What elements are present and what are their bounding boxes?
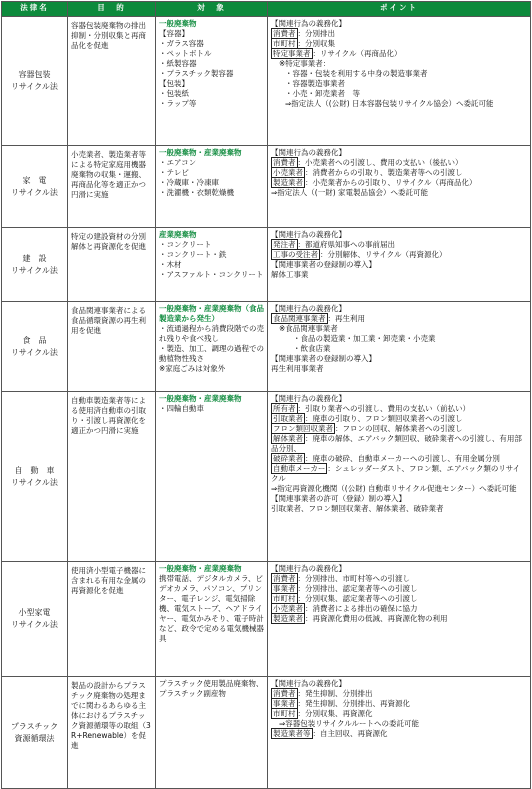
point-note: 再生利用事業者 [271, 364, 324, 373]
role-duty: ：廃車の引取り、フロン類回収業者への引渡し [305, 414, 463, 423]
law-name: リサイクル法 [11, 620, 58, 629]
law-name-cell [2, 302, 68, 392]
law-name: 自 動 車 [14, 465, 55, 475]
role-label: 引取業者 [273, 414, 303, 423]
role-label: 消費者 [273, 158, 296, 167]
law-name: 建 設 [22, 253, 47, 263]
purpose-cell: 使用済小型電子機器に含まれる有用な金属の再資源化を促進 [68, 562, 156, 677]
duty-item [271, 699, 527, 709]
point-note: ・小売・卸売業者 等 [285, 89, 360, 98]
target-heading: 一般廃棄物・産業廃棄物 [159, 564, 242, 573]
role-label: 小売業者 [273, 168, 303, 177]
role-label: 小売業者 [273, 604, 303, 613]
role-duty: ：消費者による排出の確保に協力 [305, 604, 418, 613]
target-line: ・木材 [159, 260, 182, 269]
role-duty: ：都道府県知事への事前届出 [297, 240, 395, 249]
target-line: 携帯電話、デジタルカメラ、ビデオカメラ、パソコン、プリンター、電子レンジ、電気掃除機、電気ストーブ、ヘアドライヤー、電気かみそり、電子時計など、政令で定める電気機械器具 [159, 574, 264, 643]
role-duty: ：小売業者からの引取り、リサイクル（再商品化） [305, 178, 477, 187]
duty-item [271, 689, 527, 699]
role-label: 発注者 [273, 240, 296, 249]
role-duty: ：再資源化費用の低減、再資源化物の利用 [305, 614, 448, 623]
law-name: 容器包装 [18, 70, 51, 79]
law-name-cell [2, 228, 68, 302]
table-row [2, 302, 531, 392]
target-line: ・包装紙 [159, 89, 189, 98]
duty-item [271, 729, 527, 739]
duty-item [271, 158, 527, 168]
law-name: 食 品 [22, 335, 47, 345]
role-duty: ：分別排出、認定業者等への引渡し [297, 584, 418, 593]
purpose-cell: 食品関連事業者による食品循環資源の再生利用を促進 [68, 302, 156, 392]
duty-item [271, 168, 527, 178]
role-label: 消費者 [273, 29, 296, 38]
role-label: フロン類回収業者 [273, 424, 333, 433]
point-cell [268, 392, 531, 562]
target-cell [156, 228, 268, 302]
role-label: 消費者 [273, 574, 296, 583]
point-note: ※特定事業者： [279, 59, 331, 68]
target-heading: 一般廃棄物・産業廃棄物 [159, 148, 242, 157]
point-note: ⇒指定法人（(公財) 日本容器包装リサイクル協会）へ委託可能 [285, 99, 494, 108]
point-title: 【関連行為の義務化】 [271, 148, 346, 157]
law-name: リサイクル法 [11, 82, 58, 91]
role-duty: ：分別収集 [297, 39, 335, 48]
point-note: ・容器・包装を利用する中身の製造事業者 [285, 69, 428, 78]
duty-item [271, 29, 527, 39]
table-header-row [2, 2, 531, 17]
point-title: 【関連事業者の登録制の導入】 [271, 354, 376, 363]
purpose-cell: 容器包装廃棄物の排出抑制・分別収集と再商品化を促進 [68, 17, 156, 146]
target-cell [156, 562, 268, 677]
point-title: 【関連行為の義務化】 [271, 304, 346, 313]
point-cell [268, 146, 531, 228]
law-name: 家 電 [22, 175, 47, 185]
target-line: ※家庭ごみは対象外 [159, 364, 226, 373]
role-label: 食品関連事業者 [273, 314, 326, 323]
role-duty: ：発生抑制、分別排出、再資源化 [297, 699, 410, 708]
law-name: リサイクル法 [11, 265, 58, 275]
target-heading: 産業廃棄物 [159, 230, 197, 239]
role-duty: ：シュレッダーダスト、フロン類、エアバック類のリサイクル [271, 464, 521, 483]
table-body [2, 17, 531, 789]
point-title: 【関連行為の義務化】 [271, 394, 346, 403]
target-line: ・製造、加工、調理の過程での動植物性残さ [159, 344, 264, 363]
target-heading: 一般廃棄物・産業廃棄物 [159, 394, 242, 403]
role-duty: ：引取り業者への引渡し、費用の支払い（前払い） [297, 404, 470, 413]
role-label: 事業者 [273, 699, 296, 708]
point-note: 引取業者、フロン類回収業者、解体業者、破砕業者 [271, 504, 444, 513]
table-row [2, 392, 531, 562]
header-target: 対 象 [156, 2, 268, 17]
target-cell [156, 146, 268, 228]
role-label: 所有者 [273, 404, 296, 413]
table-row [2, 228, 531, 302]
target-line: ・アスファルト・コンクリート [159, 270, 264, 279]
purpose-cell: 製品の設計からプラスチック廃棄物の処理までに関わるあらゆる主体におけるプラスチック資源循環等の取組（3R+Renewable）を促進 [68, 677, 156, 789]
point-title: 【関連行為の義務化】 [271, 564, 346, 573]
law-name: プラスチック [10, 721, 59, 731]
role-label: 市町村 [273, 39, 296, 48]
target-cell [156, 302, 268, 392]
point-cell [268, 677, 531, 789]
target-line: 【包装】 [159, 79, 189, 88]
role-duty: ：分別収集、再資源化 [297, 709, 373, 718]
role-label: 市町村 [273, 709, 296, 718]
role-duty: ：発生抑制、分別排出 [297, 689, 373, 698]
duty-item [271, 434, 527, 454]
point-cell [268, 562, 531, 677]
target-line: ・洗濯機・衣類乾燥機 [159, 188, 234, 197]
role-duty: ：リサイクル（再商品化） [312, 49, 402, 58]
recycling-law-table [1, 1, 531, 789]
header-point: ポイント [268, 2, 531, 17]
duty-item [271, 604, 527, 614]
point-cell [268, 17, 531, 146]
duty-item [271, 709, 527, 719]
duty-item [271, 594, 527, 604]
target-line: ・ガラス容器 [159, 39, 204, 48]
role-duty: ：再生利用 [327, 314, 365, 323]
duty-item [271, 314, 527, 324]
point-title: 【関連行為の義務化】 [271, 679, 346, 688]
target-cell [156, 17, 268, 146]
law-name: リサイクル法 [11, 187, 58, 197]
point-note: ※食品関連事業者 [279, 324, 338, 333]
purpose-cell: 特定の建設資材の分別解体と再資源化を促進 [68, 228, 156, 302]
target-line: ・ペットボトル [159, 49, 212, 58]
target-line: ・紙製容器 [159, 59, 197, 68]
target-line: ・テレビ [159, 168, 189, 177]
point-title: 【関連行為の義務化】 [271, 19, 346, 28]
role-duty: ：消費者からの引取り、製造業者等への引渡し [305, 168, 463, 177]
role-duty: ：廃車の破砕、自動車メーカーへの引渡し、有用金属分別 [305, 454, 500, 463]
law-name-cell [2, 677, 68, 789]
target-line: ・ラップ等 [159, 99, 197, 108]
purpose-cell: 自動車製造業者等による使用済自動車の引取り・引渡し再資源化を適正かつ円滑に実施 [68, 392, 156, 562]
role-label: 自動車メーカー [273, 464, 326, 473]
target-line: ・四輪自動車 [159, 404, 204, 413]
law-name: 資源循環法 [14, 733, 55, 743]
point-note: ・容器製造事業者 [285, 79, 345, 88]
target-cell [156, 392, 268, 562]
role-label: 製造業者等 [273, 729, 311, 738]
role-duty: ：フロンの回収、解体業者への引渡し [335, 424, 463, 433]
point-note: 解体工事業 [271, 270, 309, 279]
table-row [2, 146, 531, 228]
target-line: ・流通過程から消費段階での売れ残りや食べ残し [159, 324, 264, 343]
target-heading: 一般廃棄物・産業廃棄物（食品製造業から発生） [159, 304, 264, 323]
law-name-cell [2, 562, 68, 677]
point-note: ・飲食店業 [293, 344, 331, 353]
role-label: 破砕業者 [273, 454, 303, 463]
law-name-cell [2, 146, 68, 228]
target-line: プラスチック使用製品廃棄物、プラスチック副産物 [159, 679, 264, 698]
point-title: 【関連事業者の許可（登録）制の導入】 [271, 494, 406, 503]
role-label: 解体業者 [273, 434, 303, 443]
duty-item [271, 614, 527, 624]
role-duty: ：分別排出 [297, 29, 335, 38]
role-duty: ：分別解体、リサイクル（再資源化） [320, 250, 447, 259]
header-purpose: 目 的 [68, 2, 156, 17]
target-line: ・エアコン [159, 158, 197, 167]
role-duty: ：小売業者への引渡し、費用の支払い（後払い） [297, 158, 463, 167]
law-name-cell [2, 17, 68, 146]
point-note: ⇒容器包装リサイクルルートへの委託可能 [279, 719, 420, 728]
table-row [2, 677, 531, 789]
duty-item [271, 574, 527, 584]
role-label: 消費者 [273, 689, 296, 698]
point-cell [268, 302, 531, 392]
duty-item [271, 49, 527, 59]
role-label: 製造業者 [273, 614, 303, 623]
target-line: ・冷蔵庫・冷凍庫 [159, 178, 219, 187]
target-line: ・プラスチック製容器 [159, 69, 234, 78]
role-label: 工事の受注者 [273, 250, 318, 259]
table-row [2, 562, 531, 677]
role-label: 事業者 [273, 584, 296, 593]
role-duty: ：自主回収、再資源化 [312, 729, 388, 738]
role-label: 製造業者 [273, 178, 303, 187]
point-note: ⇒指定法人（(一財) 家電製品協会）へ委託可能 [271, 188, 429, 197]
target-line: ・コンクリート [159, 240, 212, 249]
table-row [2, 17, 531, 146]
law-name: 小型家電 [18, 608, 51, 617]
point-note: ⇒指定再資源化機関（(公財) 自動車リサイクル促進センター）へ委託可能 [271, 484, 517, 493]
law-name: リサイクル法 [11, 347, 58, 357]
duty-item [271, 250, 527, 260]
duty-item [271, 178, 527, 188]
law-name: リサイクル法 [11, 477, 58, 487]
duty-item [271, 584, 527, 594]
duty-item [271, 424, 527, 434]
point-title: 【関連事業者の登録制の導入】 [271, 260, 376, 269]
point-note: ・食品の製造業・加工業・卸売業・小売業 [293, 334, 436, 343]
purpose-cell: 小売業者、製造業者等による特定家庭用機器廃棄物の収集・運搬、再商品化等を適正かつ円滑に実施 [68, 146, 156, 228]
target-heading: 一般廃棄物 [159, 19, 197, 28]
role-label: 市町村 [273, 594, 296, 603]
role-duty: ：廃車の解体、エアバック類回収、破砕業者への引渡し、有用部品分別、 [271, 434, 522, 453]
role-label: 特定事業者 [273, 49, 311, 58]
target-line: 【容器】 [159, 29, 189, 38]
duty-item [271, 404, 527, 414]
law-name-cell [2, 392, 68, 562]
point-cell [268, 228, 531, 302]
target-cell [156, 677, 268, 789]
role-duty: ：分別収集、認定業者等への引渡し [297, 594, 418, 603]
header-law: 法律名 [2, 2, 68, 17]
target-line: ・コンクリート・鉄 [159, 250, 227, 259]
role-duty: ：分別排出、市町村等への引渡し [297, 574, 410, 583]
duty-item [271, 464, 527, 484]
point-title: 【関連行為の義務化】 [271, 230, 346, 239]
